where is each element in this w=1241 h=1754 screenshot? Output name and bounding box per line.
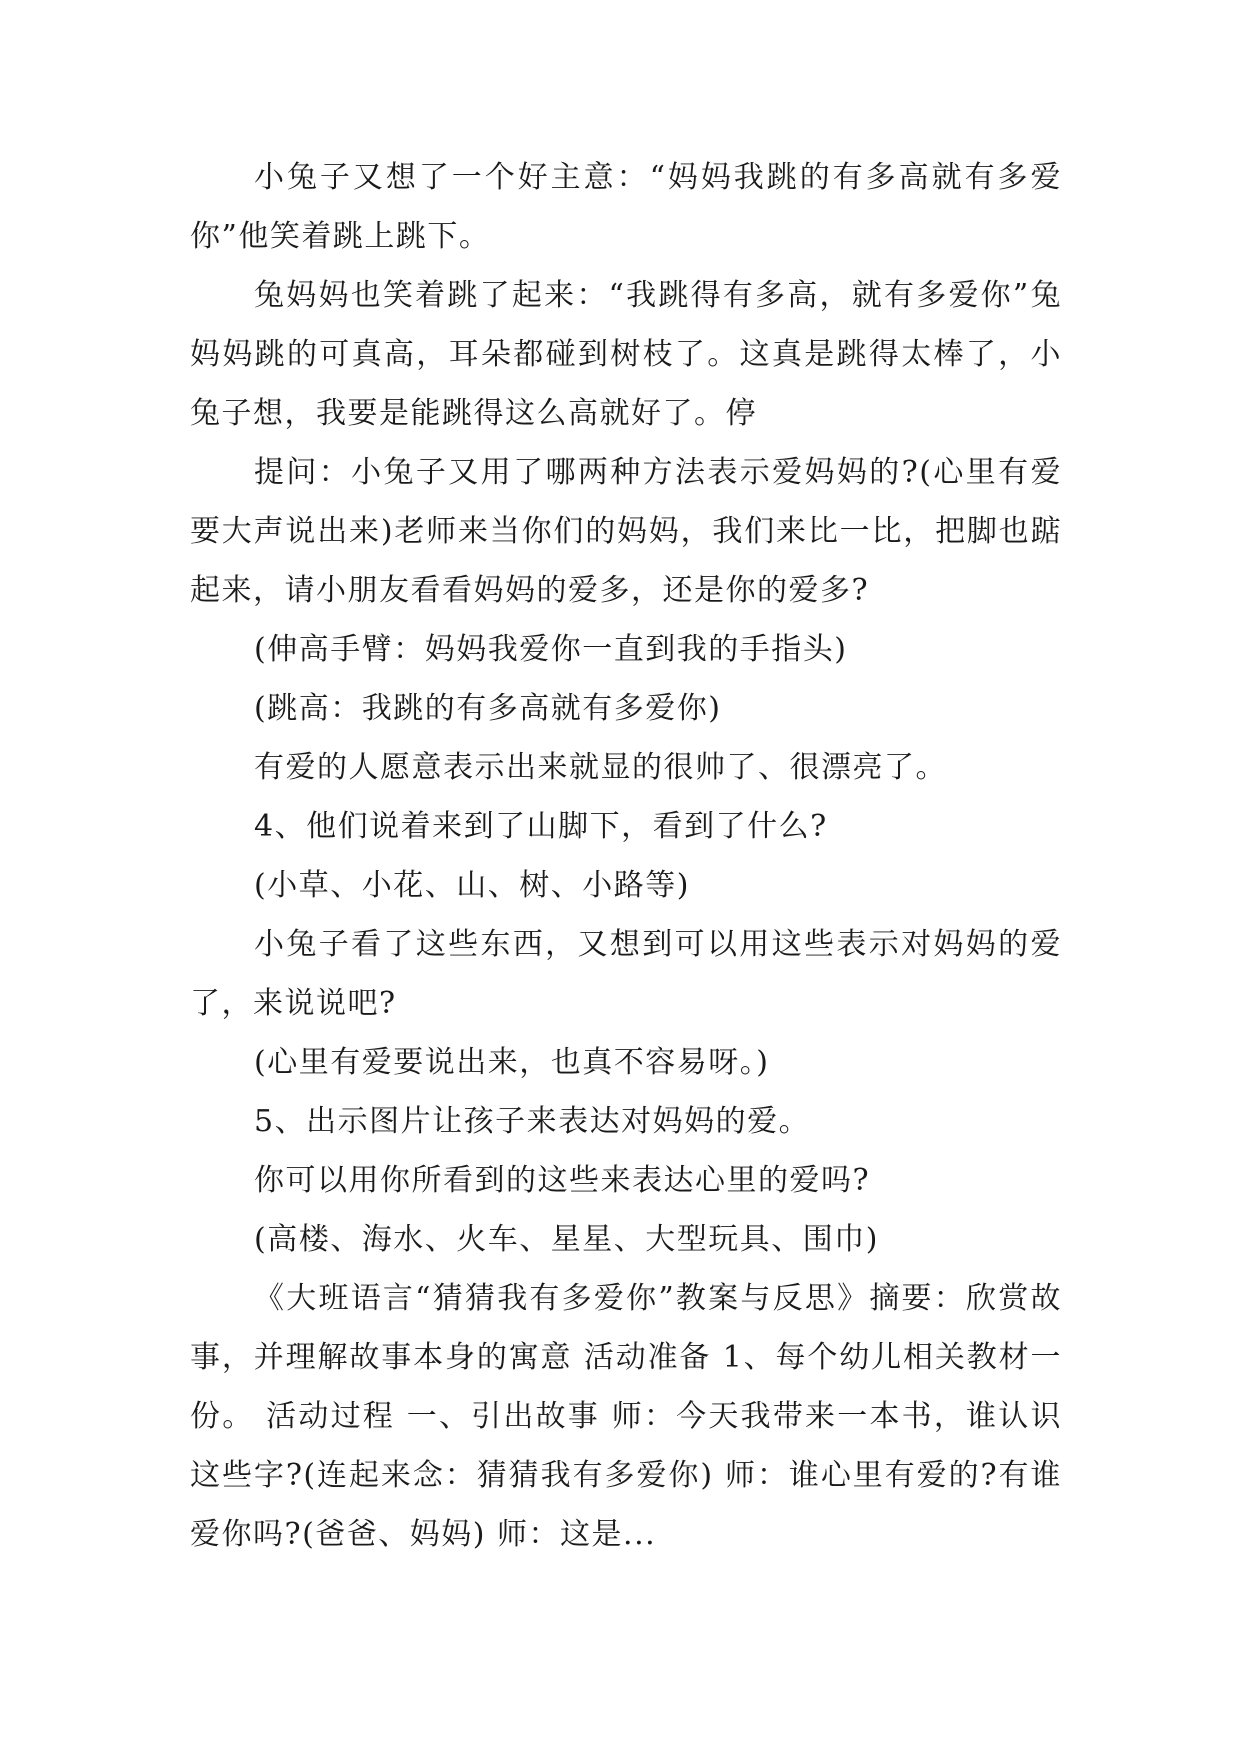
paragraph: 小兔子看了这些东西，又想到可以用这些表示对妈妈的爱了，来说说吧? <box>190 927 1062 1021</box>
paragraph: 你可以用你所看到的这些来表达心里的爱吗? <box>254 1163 871 1198</box>
paragraph: 4、他们说着来到了山脚下，看到了什么? <box>254 809 828 844</box>
paragraph: (跳高：我跳的有多高就有多爱你) <box>254 691 722 726</box>
paragraph: (高楼、海水、火车、星星、大型玩具、围巾) <box>254 1222 879 1257</box>
paragraph: 兔妈妈也笑着跳了起来：“我跳得有多高，就有多爱你”兔妈妈跳的可真高，耳朵都碰到树枝了。这真是跳得太棒了，小兔子想，我要是能跳得这么高就好了。停 <box>190 278 1062 431</box>
paragraph: (小草、小花、山、树、小路等) <box>254 868 690 903</box>
summary-paragraph: 《大班语言“猜猜我有多爱你”教案与反思》摘要：欣赏故事，并理解故事本身的寓意 活动准备 1、每个幼儿相关教材一份。 活动过程 一、引出故事 师：今天我带来一本书，谁认识这些字?(连起来念：猜猜我有多爱你) 师：谁心里有爱的?有谁爱你吗?(爸爸、妈妈) 师：这是... <box>190 1281 1062 1552</box>
paragraph: 小兔子又想了一个好主意：“妈妈我跳的有多高就有多爱你”他笑着跳上跳下。 <box>190 160 1062 254</box>
paragraph: 有爱的人愿意表示出来就显的很帅了、很漂亮了。 <box>254 750 947 785</box>
document-page <box>190 148 1062 1564</box>
paragraph: 提问：小兔子又用了哪两种方法表示爱妈妈的?(心里有爱要大声说出来)老师来当你们的妈妈，我们来比一比，把脚也踮起来，请小朋友看看妈妈的爱多，还是你的爱多? <box>190 455 1062 608</box>
paragraph: (心里有爱要说出来，也真不容易呀。) <box>254 1045 770 1080</box>
paragraph: 5、出示图片让孩子来表达对妈妈的爱。 <box>254 1104 811 1139</box>
paragraph: (伸高手臂：妈妈我爱你一直到我的手指头) <box>254 632 848 667</box>
